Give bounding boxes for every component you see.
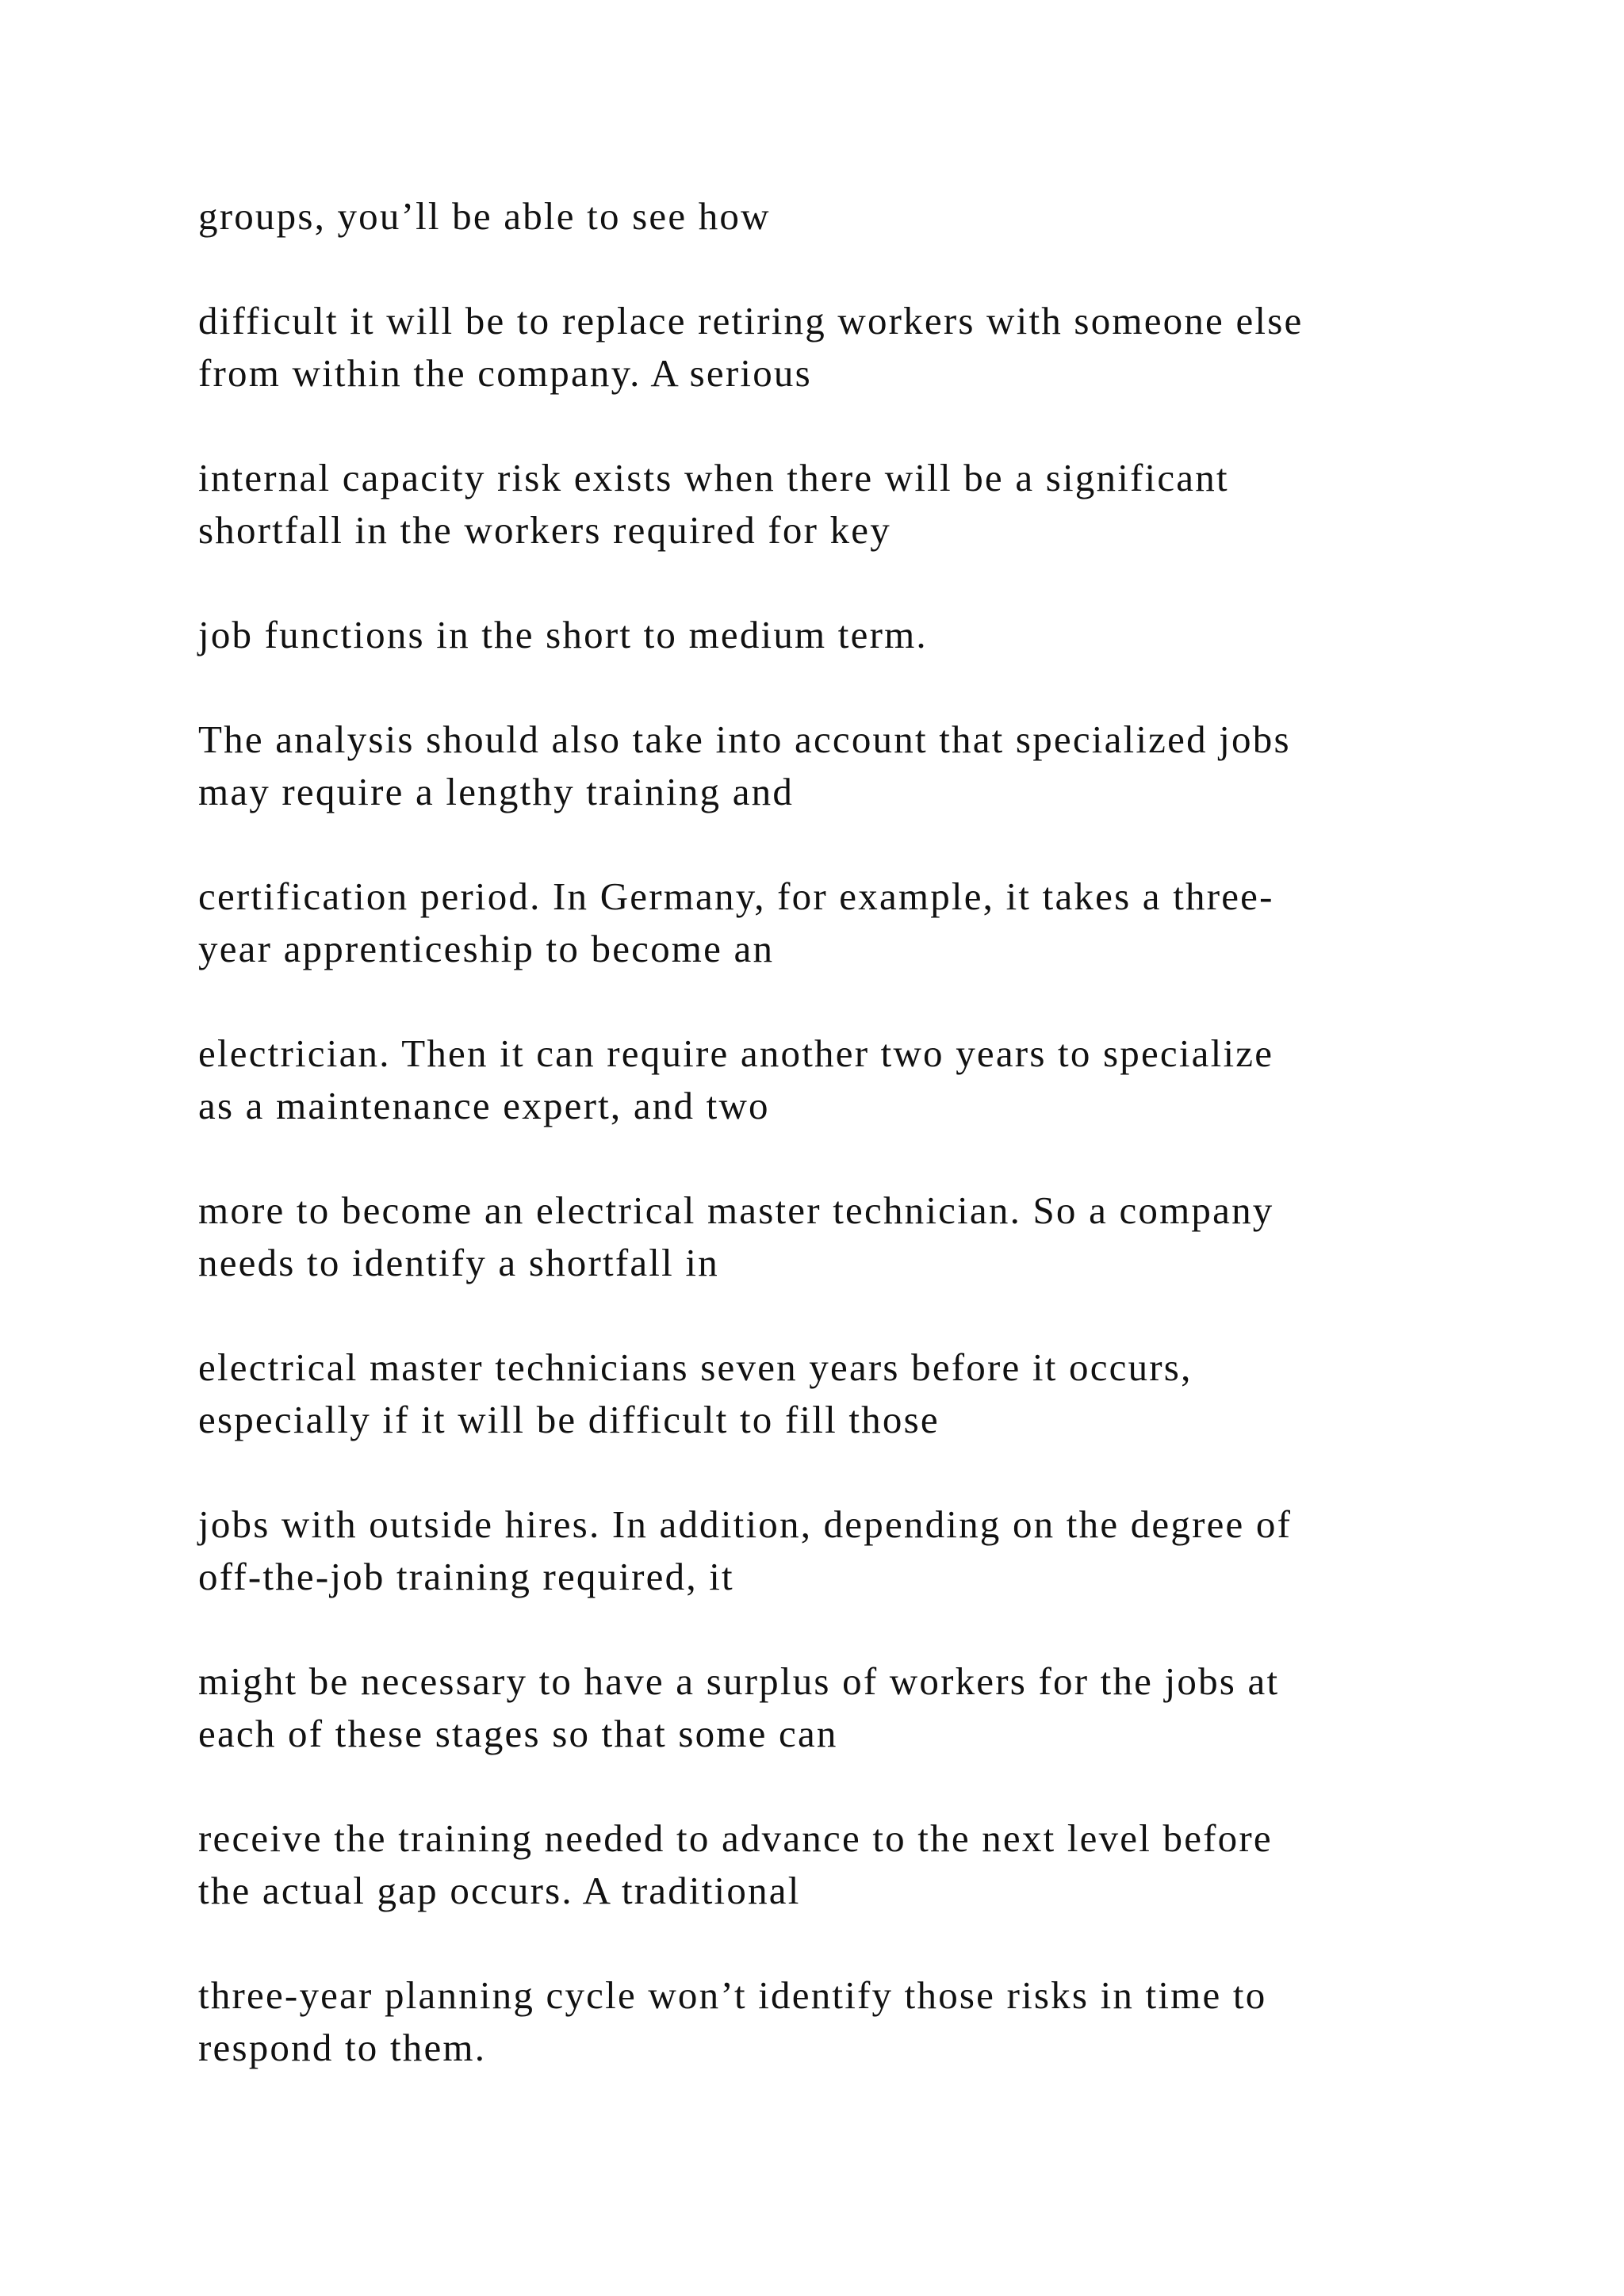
paragraph-5 [198, 714, 1530, 818]
text-line: jobs with outside hires. In addition, depending on the degree of [198, 1502, 1293, 1546]
text-line: may require a lengthy training and [198, 770, 795, 813]
text-line: more to become an electrical master technician. So a company [198, 1188, 1274, 1232]
text-line: electrician. Then it can require another two years to specialize [198, 1031, 1274, 1075]
text-line: needs to identify a shortfall in [198, 1241, 719, 1284]
text-line: internal capacity risk exists when there will be a significant [198, 456, 1229, 499]
text-line: receive the training needed to advance to the next level before [198, 1816, 1273, 1860]
text-line: from within the company. A serious [198, 351, 812, 395]
text-line: certification period. In Germany, for example, it takes a three- [198, 874, 1274, 918]
text-line: electrical master technicians seven years before it occurs, [198, 1345, 1193, 1389]
paragraph-12 [198, 1812, 1530, 1917]
text-line: respond to them. [198, 2026, 487, 2069]
paragraph-4 [198, 609, 1530, 661]
text-line: year apprenticeship to become an [198, 927, 775, 970]
paragraph-7 [198, 1027, 1530, 1132]
text-line: off-the-job training required, it [198, 1555, 734, 1598]
paragraph-2 [198, 295, 1530, 400]
paragraph-13 [198, 1969, 1530, 2074]
text-line: each of these stages so that some can [198, 1712, 838, 1755]
paragraph-9 [198, 1341, 1530, 1446]
text-line: the actual gap occurs. A traditional [198, 1869, 801, 1912]
document-body [198, 190, 1530, 2126]
paragraph-6 [198, 871, 1530, 975]
text-line: shortfall in the workers required for key [198, 508, 891, 552]
text-line: especially if it will be difficult to fill those [198, 1398, 940, 1441]
text-line: difficult it will be to replace retiring workers with someone else [198, 299, 1304, 342]
paragraph-3 [198, 452, 1530, 557]
text-line: three-year planning cycle won’t identify those risks in time to [198, 1973, 1267, 2017]
text-line: job functions in the short to medium term. [198, 613, 928, 656]
paragraph-11 [198, 1655, 1530, 1760]
paragraph-10 [198, 1498, 1530, 1603]
paragraph-8 [198, 1184, 1530, 1289]
text-line: might be necessary to have a surplus of workers for the jobs at [198, 1659, 1280, 1703]
text-line: as a maintenance expert, and two [198, 1084, 770, 1127]
text-line: The analysis should also take into account that specialized jobs [198, 718, 1291, 761]
paragraph-1 [198, 190, 1530, 243]
text-line: groups, you’ll be able to see how [198, 194, 771, 238]
